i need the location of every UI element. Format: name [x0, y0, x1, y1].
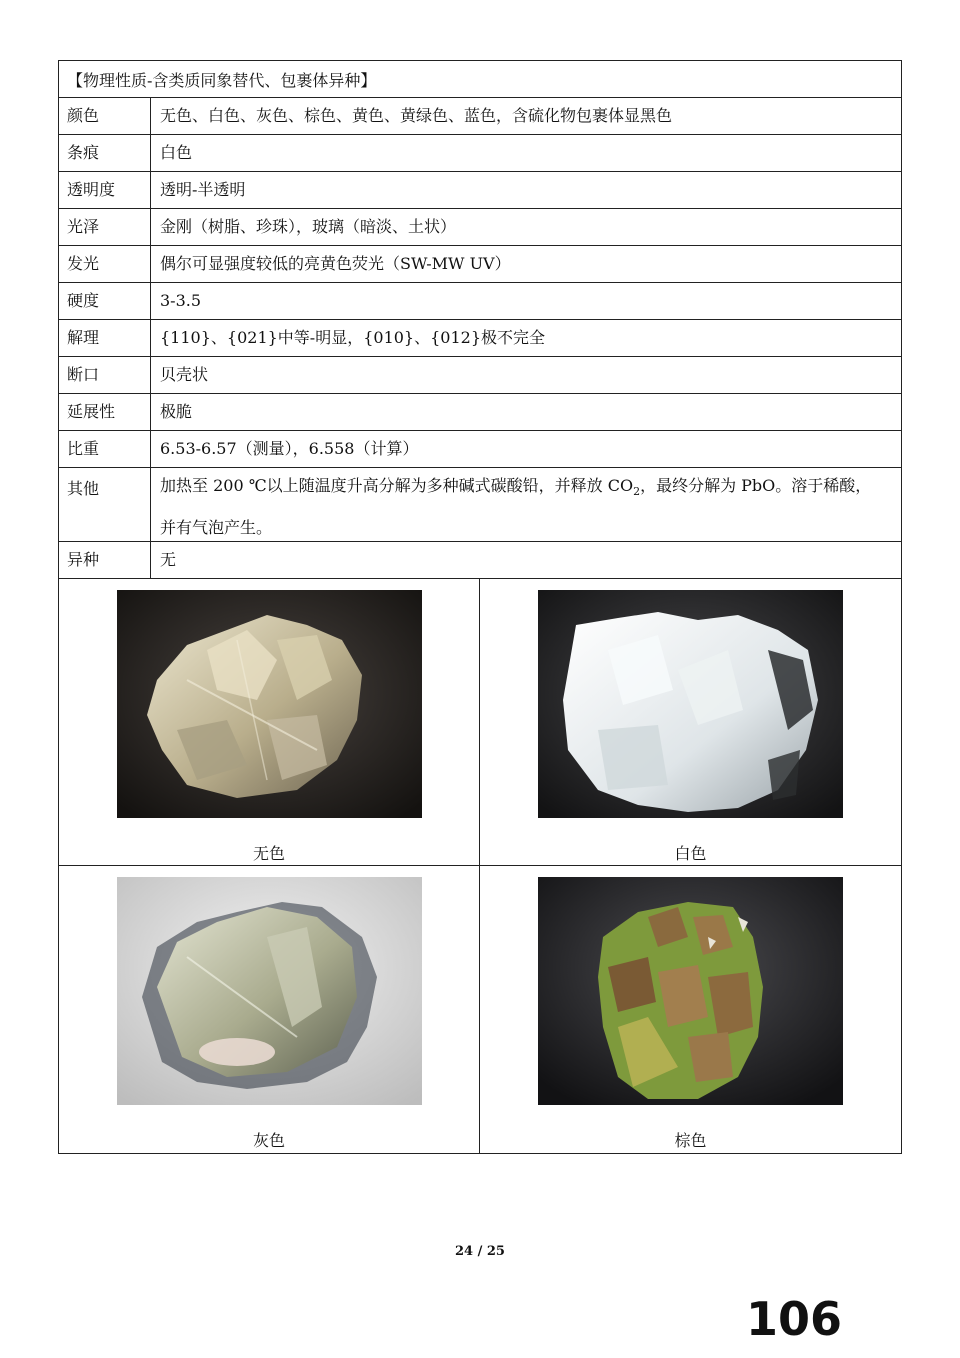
property-row-hardness — [59, 283, 901, 320]
property-label: 比重 — [59, 431, 151, 467]
subscript: 2 — [633, 485, 641, 499]
property-value-line1 — [160, 468, 889, 510]
property-label: 断口 — [59, 357, 151, 393]
property-label: 其他 — [59, 468, 151, 541]
property-row-transparency — [59, 172, 901, 209]
property-label: 硬度 — [59, 283, 151, 319]
property-label: 延展性 — [59, 394, 151, 430]
property-value: 极脆 — [160, 402, 193, 421]
photo-cell — [480, 866, 901, 1153]
property-label: 光泽 — [59, 209, 151, 245]
mineral-photo-colorless — [117, 590, 422, 818]
property-label: 颜色 — [59, 98, 151, 134]
property-row-streak — [59, 135, 901, 172]
property-value: 3-3.5 — [160, 291, 202, 310]
property-value: {110}、{021}中等-明显，{010}、{012}极不完全 — [160, 328, 546, 347]
photo-grid — [59, 579, 901, 1153]
property-text: 加热至 200 ℃以上随温度升高分解为多种碱式碳酸铅，并释放 CO — [160, 476, 634, 495]
table-header — [59, 61, 901, 98]
property-text: ，最终分解为 PbO。溶于稀酸， — [640, 476, 872, 495]
photo-caption: 无色 — [252, 844, 285, 863]
property-label: 条痕 — [59, 135, 151, 171]
photo-caption: 棕色 — [674, 1131, 707, 1150]
table-title: 【物理性质-含类质同象替代、包裹体异种】 — [67, 70, 377, 90]
property-label: 透明度 — [59, 172, 151, 208]
property-value: 无色、白色、灰色、棕色、黄色、黄绿色、蓝色，含硫化物包裹体显黑色 — [160, 106, 673, 125]
photo-cell — [480, 579, 901, 866]
mineral-photo-gray — [117, 877, 422, 1105]
property-value: 无 — [160, 550, 177, 569]
property-value: 白色 — [160, 143, 193, 162]
photo-cell — [59, 579, 480, 866]
property-value — [151, 468, 901, 541]
property-row-luster — [59, 209, 901, 246]
property-row-tenacity — [59, 394, 901, 431]
property-row-other — [59, 468, 901, 542]
property-value: 偶尔可显强度较低的亮黄色荧光（SW-MW UV） — [160, 254, 511, 273]
page-number: 106 — [745, 1292, 842, 1346]
property-row-variety — [59, 542, 901, 579]
property-row-specific-gravity — [59, 431, 901, 468]
mineral-photo-brown — [538, 877, 843, 1105]
mineral-photo-white — [538, 590, 843, 818]
photo-caption: 白色 — [674, 844, 707, 863]
property-value: 金刚（树脂、珍珠），玻璃（暗淡、土状） — [160, 217, 457, 236]
property-row-color — [59, 98, 901, 135]
property-row-luminescence — [59, 246, 901, 283]
property-value: 透明-半透明 — [160, 180, 246, 199]
photo-cell — [59, 866, 480, 1153]
photo-caption: 灰色 — [252, 1131, 285, 1150]
property-table — [58, 60, 902, 1154]
property-value: 贝壳状 — [160, 365, 209, 384]
page-indicator: 24 / 25 — [455, 1244, 505, 1259]
property-row-fracture — [59, 357, 901, 394]
property-label: 发光 — [59, 246, 151, 282]
property-row-cleavage — [59, 320, 901, 357]
property-label: 解理 — [59, 320, 151, 356]
property-value-line2: 并有气泡产生。 — [160, 518, 273, 538]
property-value: 6.53-6.57（测量），6.558（计算） — [160, 439, 419, 458]
property-label: 异种 — [59, 542, 151, 578]
